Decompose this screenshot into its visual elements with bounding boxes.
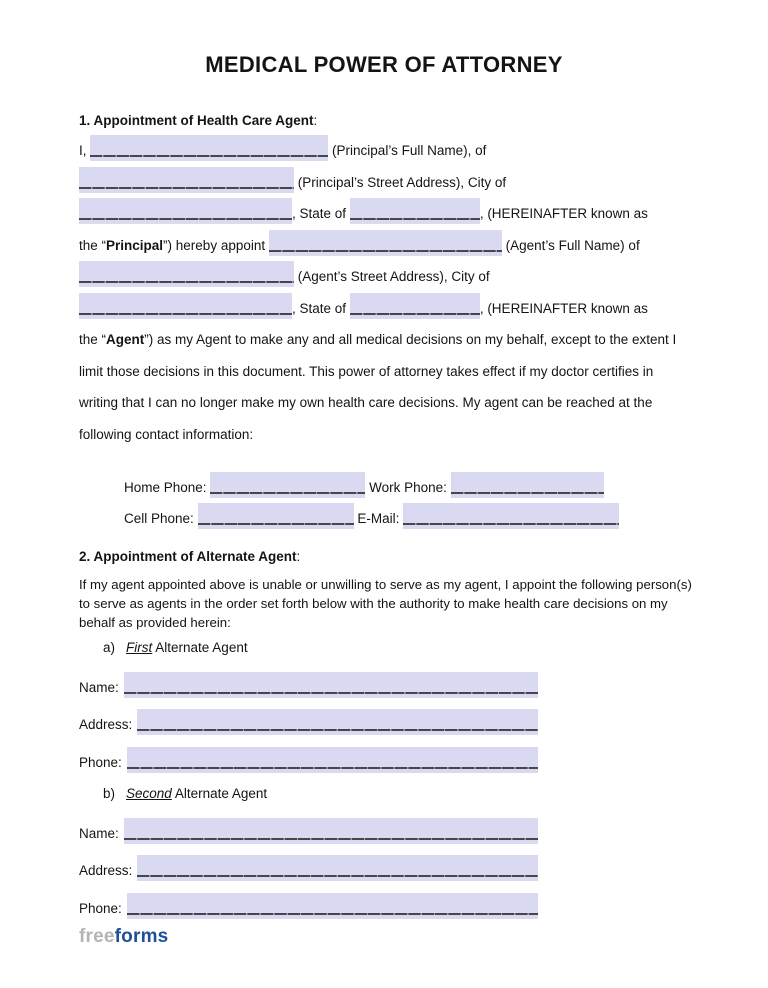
cell-phone-field[interactable] bbox=[198, 503, 354, 529]
line6-mid-text: , State of bbox=[292, 300, 347, 316]
section1-heading bbox=[79, 112, 689, 129]
principal-full-name-field[interactable] bbox=[90, 135, 328, 161]
freeforms-logo bbox=[79, 926, 168, 948]
agent-name-line bbox=[79, 230, 693, 262]
agent-state-field[interactable] bbox=[350, 293, 480, 319]
cell-phone-label: Cell Phone: bbox=[124, 511, 194, 526]
alt1-address-field[interactable] bbox=[137, 709, 538, 735]
page-title: MEDICAL POWER OF ATTORNEY bbox=[205, 52, 563, 77]
alt2-phone-row bbox=[79, 887, 538, 925]
brand-free-text: free bbox=[79, 926, 115, 947]
line6-post-text: , (HEREINAFTER known as bbox=[479, 300, 648, 316]
principal-street-address-field[interactable] bbox=[79, 167, 294, 193]
line4-mid-text: ”) hereby appoint bbox=[163, 237, 266, 253]
section1-heading-text: 1. Appointment of Health Care Agent bbox=[79, 113, 314, 128]
alt2-name-label: Name: bbox=[79, 825, 119, 841]
line4-post-text: (Agent’s Full Name) of bbox=[505, 237, 640, 253]
line5-post-text: (Agent’s Street Address), City of bbox=[297, 269, 490, 284]
alt2-address-row bbox=[79, 849, 538, 887]
email-field[interactable] bbox=[403, 503, 619, 529]
section2-heading-colon: : bbox=[296, 549, 301, 564]
brand-forms-text: forms bbox=[114, 926, 169, 947]
alt2-address-label: Address: bbox=[79, 863, 133, 878]
section2-paragraph: If my agent appointed above is unable or unwilling to serve as my agent, I appoint the following person(s) to serve as agents in the order set forth below with the authority to make health care decisions on my behalf as provided herein: bbox=[79, 577, 692, 630]
agent-full-name-field[interactable] bbox=[269, 230, 502, 256]
alt1-phone-row bbox=[79, 741, 538, 779]
item-a-text: Alternate Agent bbox=[155, 640, 248, 655]
phone-row-2 bbox=[124, 503, 689, 534]
section1-heading-colon: : bbox=[313, 113, 318, 128]
line3-mid-text: , State of bbox=[292, 206, 347, 221]
second-alternate-agent-item bbox=[79, 778, 689, 810]
principal-state-field[interactable] bbox=[350, 198, 480, 224]
alt2-phone-field[interactable] bbox=[127, 893, 538, 919]
alt2-phone-label: Phone: bbox=[79, 900, 122, 916]
line3-post-text: , (HEREINAFTER known as bbox=[479, 206, 648, 221]
principal-city-field[interactable] bbox=[79, 198, 292, 224]
agent-term-bold: Agent bbox=[106, 332, 145, 347]
principal-term-bold: Principal bbox=[106, 237, 164, 253]
section1-paragraph bbox=[79, 135, 693, 450]
alt2-address-field[interactable] bbox=[137, 855, 538, 881]
principal-city-state-line bbox=[79, 198, 693, 230]
alt1-address-label: Address: bbox=[79, 717, 133, 732]
agent-city-state-line bbox=[79, 293, 693, 325]
agent-street-line bbox=[79, 261, 693, 293]
alt1-name-row bbox=[79, 666, 538, 704]
line4-pre-text: the “ bbox=[79, 237, 107, 253]
work-phone-label: Work Phone: bbox=[369, 480, 447, 495]
line1-post-text: (Principal’s Full Name), of bbox=[332, 143, 487, 158]
email-label: E-Mail: bbox=[357, 511, 400, 526]
principal-name-line bbox=[79, 135, 693, 167]
phone-row-1 bbox=[124, 472, 689, 503]
item-b-marker: b) bbox=[103, 786, 116, 801]
section2-heading-text: 2. Appointment of Alternate Agent bbox=[79, 549, 297, 564]
item-b-text: Alternate Agent bbox=[174, 786, 268, 801]
line2-post-text: (Principal’s Street Address), City of bbox=[297, 174, 507, 190]
item-b-emphasis: Second bbox=[126, 786, 172, 801]
section2-heading bbox=[79, 548, 689, 565]
agent-city-field[interactable] bbox=[79, 293, 292, 319]
section1-body-text bbox=[79, 324, 693, 450]
alt1-address-row bbox=[79, 703, 538, 741]
first-alternate-agent-rows bbox=[79, 666, 689, 779]
alt2-name-row bbox=[79, 812, 538, 850]
home-phone-field[interactable] bbox=[210, 472, 365, 498]
alt1-name-field[interactable] bbox=[124, 672, 538, 698]
item-a-emphasis: First bbox=[126, 640, 153, 655]
item-a-marker: a) bbox=[103, 640, 116, 655]
agent-street-address-field[interactable] bbox=[79, 261, 294, 287]
alt1-name-label: Name: bbox=[79, 679, 119, 695]
home-phone-label: Home Phone: bbox=[124, 480, 207, 495]
alt1-phone-field[interactable] bbox=[127, 747, 538, 773]
alt1-phone-label: Phone: bbox=[79, 754, 122, 770]
para-post-text: ”) as my Agent to make any and all medical decisions on my behalf, except to the extent I limit those decisions in this document. This power of attorney takes effect if my doctor certifies in writing that I can no longer make my own health care decisions. My agent can be reached at the following contact information: bbox=[79, 332, 677, 442]
work-phone-field[interactable] bbox=[451, 472, 604, 498]
second-alternate-agent-rows bbox=[79, 812, 689, 925]
contact-info-block bbox=[124, 472, 689, 534]
first-alternate-agent-item bbox=[79, 632, 689, 664]
line1-pre-text: I, bbox=[79, 143, 87, 158]
alt2-name-field[interactable] bbox=[124, 818, 538, 844]
principal-street-line bbox=[79, 167, 693, 199]
para-pre-text: the “ bbox=[79, 332, 107, 347]
